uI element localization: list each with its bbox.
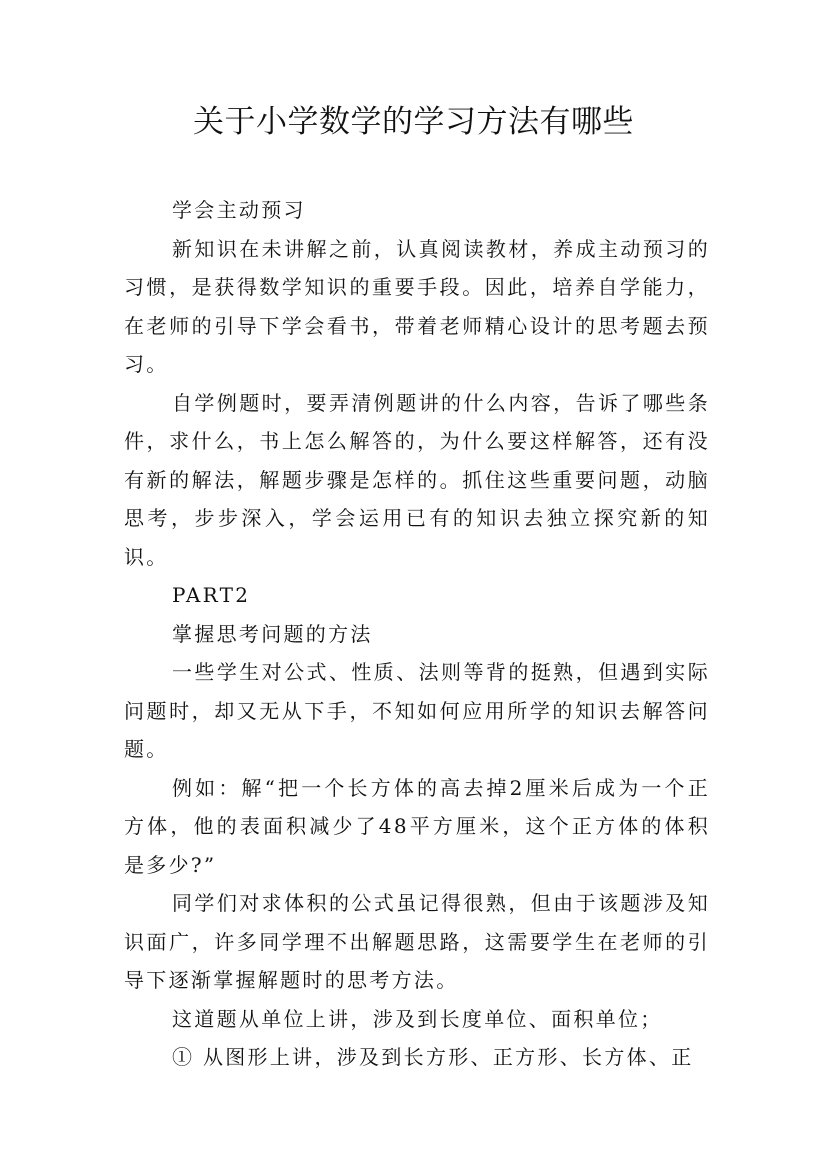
document-body [124,191,710,1077]
paragraph: 自学例题时，要弄清例题讲的什么内容，告诉了哪些条件，求什么，书上怎么解答的，为什么要这样解答，还有没有新的解法，解题步骤是怎样的。抓住这些重要问题，动脑思考，步步深入，学会运用已有的知识去独立探究新的知识。 [124,390,710,569]
paragraph-example: 例如：解“把一个长方体的高去掉2厘米后成为一个正方体，他的表面积减少了48平方厘米，这个正方体的体积是多少?” [124,775,710,877]
section-heading-preview: 学会主动预习 [172,198,306,222]
document-title: 关于小学数学的学习方法有哪些 [193,104,634,140]
part-label: PART2 [172,583,251,607]
list-item: ① 从图形上讲，涉及到长方形、正方形、长方体、正 [172,1045,694,1069]
paragraph: 这道题从单位上讲，涉及到长度单位、面积单位； [172,1006,663,1031]
paragraph: 一些学生对公式、性质、法则等背的挺熟，但遇到实际问题时，却又无从下手，不知如何应用所学的知识去解答问题。 [124,660,710,761]
paragraph: 同学们对求体积的公式虽记得很熟，但由于该题涉及知识面广，许多同学理不出解题思路，这需要学生在老师的引导下逐渐掌握解题时的思考方法。 [124,891,710,992]
section-heading-method: 掌握思考问题的方法 [172,621,373,646]
paragraph: 新知识在未讲解之前，认真阅读教材，养成主动预习的习惯，是获得数学知识的重要手段。因此，培养自学能力，在老师的引导下学会看书，带着老师精心设计的思考题去预习。 [124,236,710,376]
